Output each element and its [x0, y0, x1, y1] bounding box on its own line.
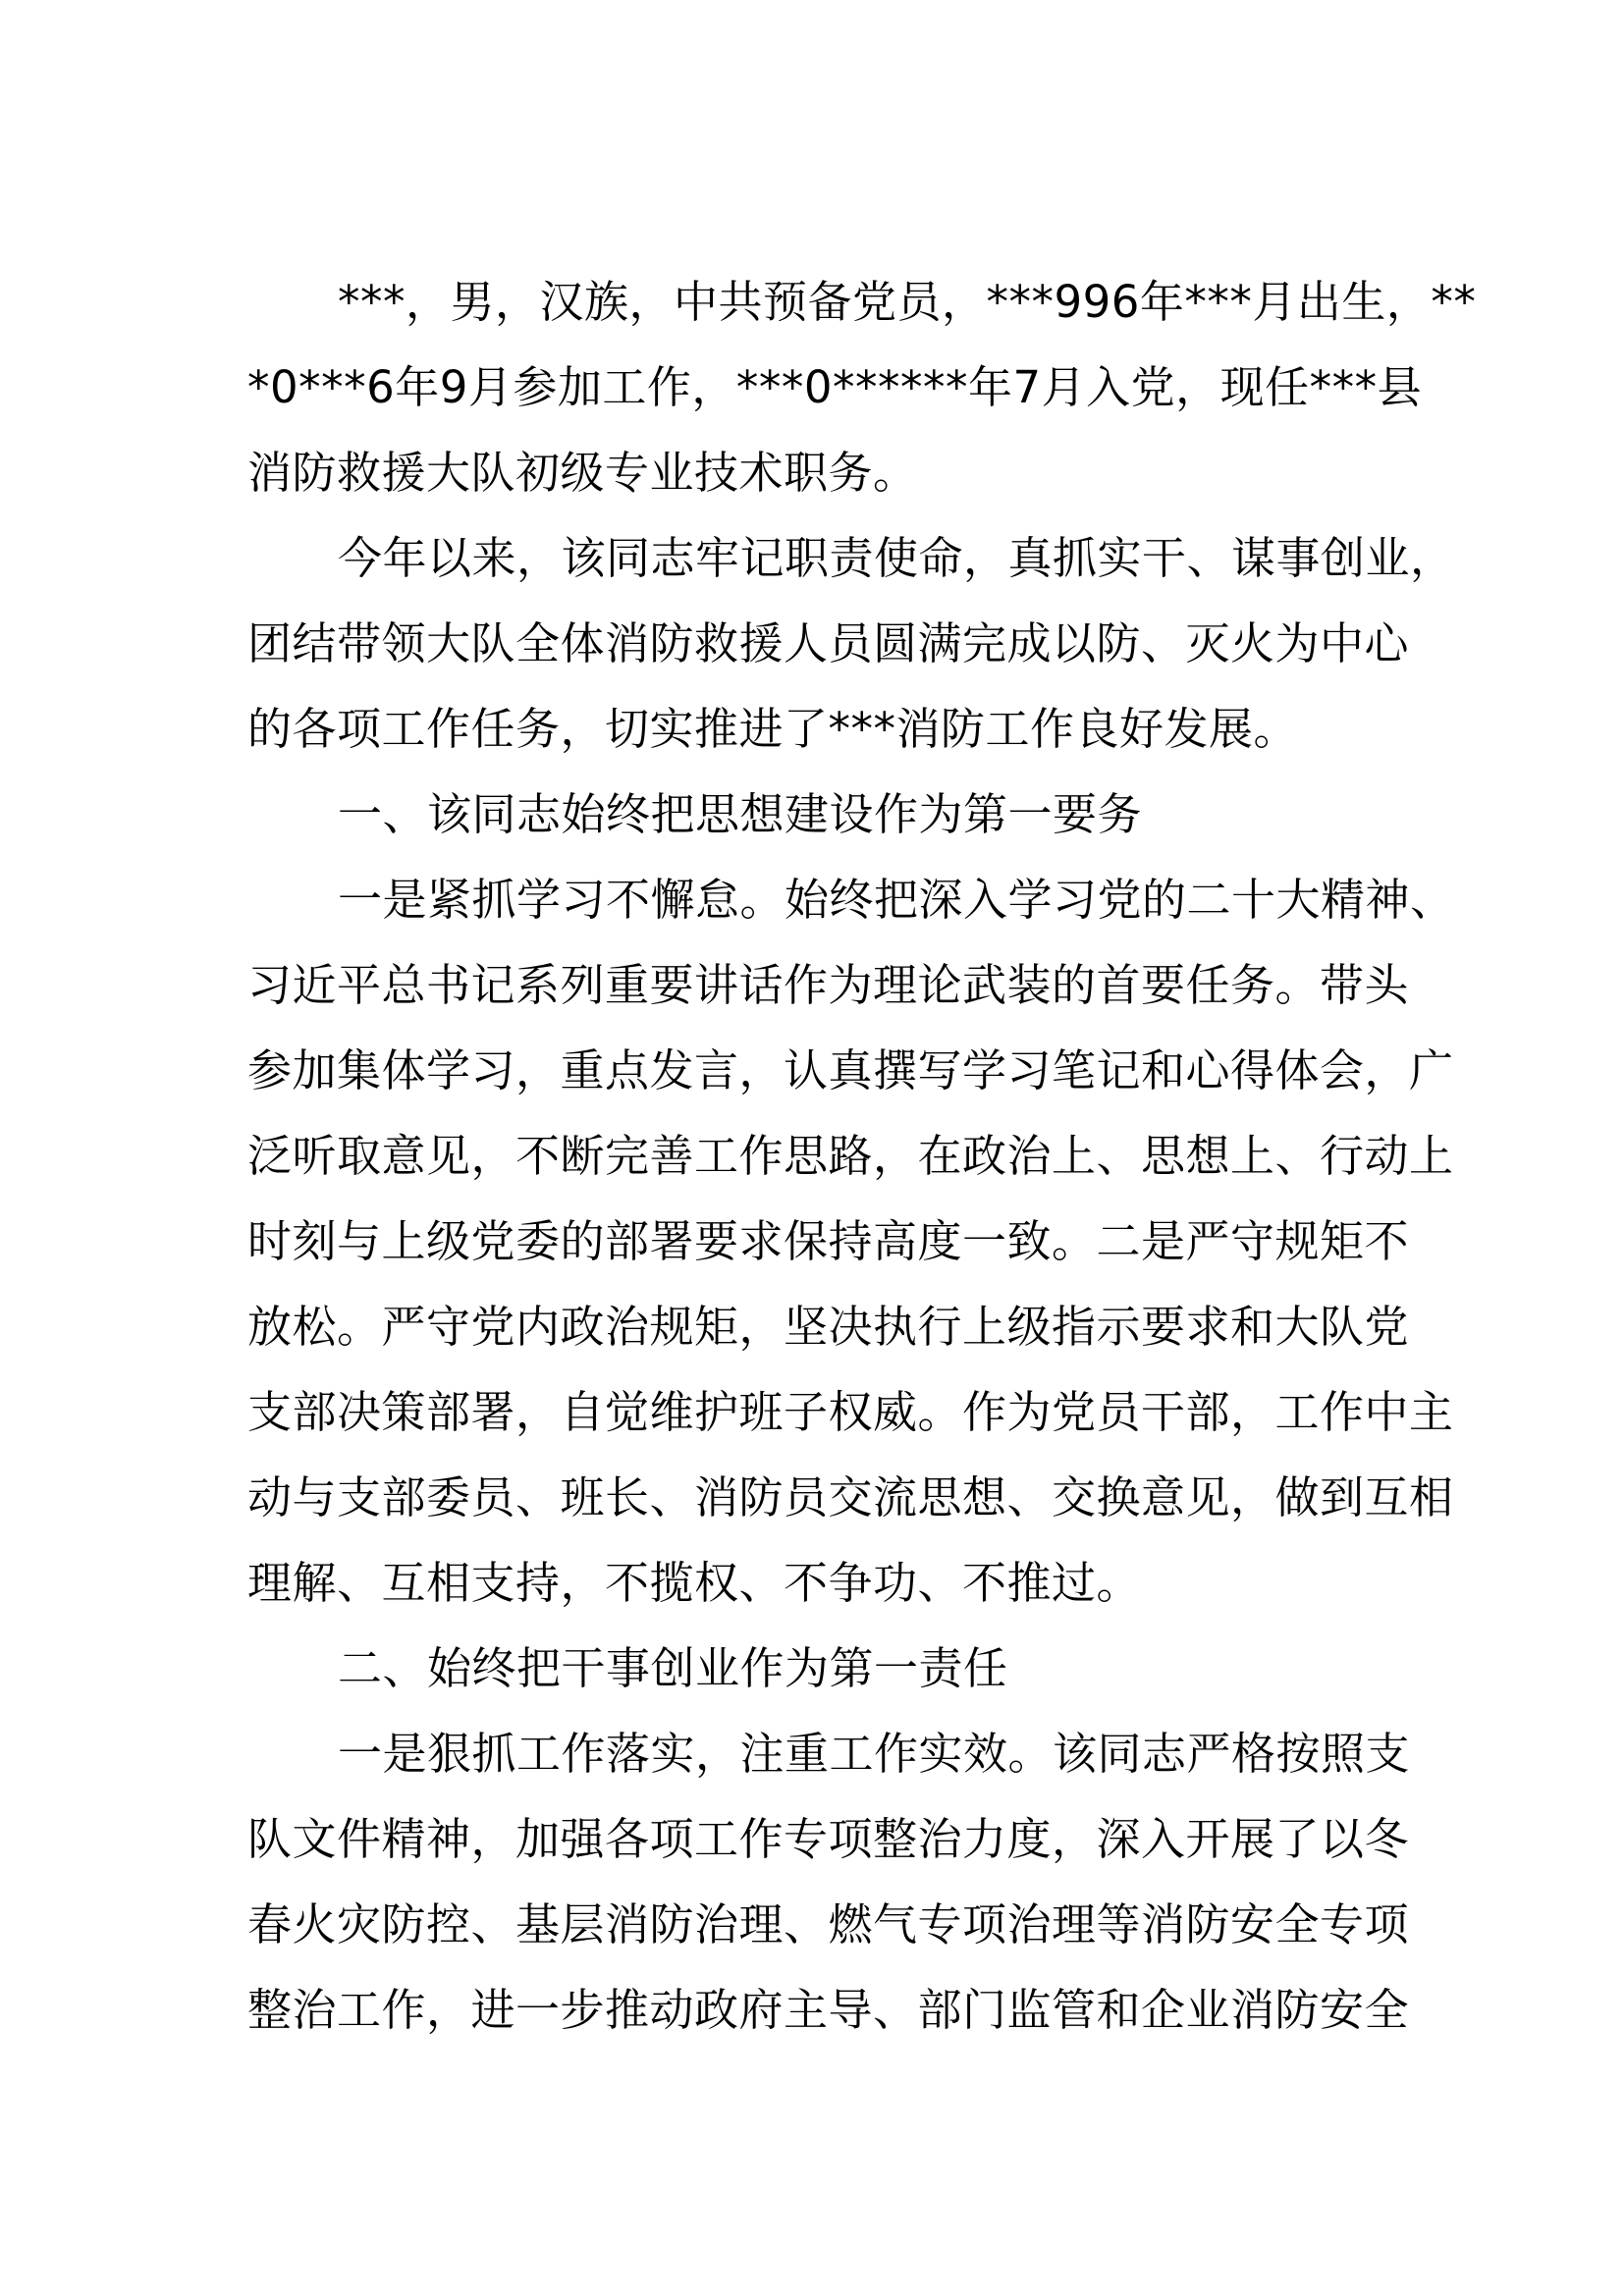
text-line: 今年以来，该同志牢记职责使命，真抓实干、谋事创业，: [338, 532, 1455, 584]
text-line: 团结带领大队全体消防救援人员圆满完成以防、灭火为中心: [247, 617, 1410, 669]
text-line: 一是紧抓学习不懈怠。始终把深入学习党的二十大精神、: [338, 874, 1455, 926]
text-line: 理解、互相支持，不揽权、不争功、不推过。: [247, 1557, 1142, 1609]
paragraph: [247, 772, 1396, 857]
text-line: 时刻与上级党委的部署要求保持高度一致。二是严守规矩不: [247, 1215, 1410, 1267]
paragraph: [247, 259, 1477, 515]
text-line: 春火灾防控、基层消防治理、燃气专项治理等消防安全专项: [247, 1898, 1410, 1950]
text-line: 二、始终把干事创业作为第一责任: [338, 1642, 1008, 1694]
text-line: 的各项工作任务，切实推进了***消防工作良好发展。: [247, 703, 1299, 755]
paragraph: [247, 1711, 1411, 2053]
text-line: 支部决策部署，自觉维护班子权威。作为党员干部，工作中主: [247, 1386, 1454, 1438]
text-line: 消防救援大队初级专业技术职务。: [247, 447, 918, 499]
text-line: 习近平总书记系列重要讲话作为理论武装的首要任务。带头: [247, 959, 1410, 1011]
text-line: 参加集体学习，重点发言，认真撰写学习笔记和心得体会，广: [247, 1044, 1454, 1096]
document-body: [247, 259, 1477, 2053]
text-line: 放松。严守党内政治规矩，坚决执行上级指示要求和大队党: [247, 1301, 1410, 1353]
paragraph: [247, 515, 1455, 772]
text-line: 一是狠抓工作落实，注重工作实效。该同志严格按照支: [338, 1728, 1411, 1780]
paragraph: [247, 857, 1455, 1626]
text-line: 动与支部委员、班长、消防员交流思想、交换意见，做到互相: [247, 1471, 1454, 1523]
paragraph: [247, 1626, 1396, 1711]
text-line: 泛听取意见，不断完善工作思路，在政治上、思想上、行动上: [247, 1130, 1454, 1182]
text-line: 一、该同志始终把思想建设作为第一要务: [338, 788, 1143, 840]
text-line: 整治工作，进一步推动政府主导、部门监管和企业消防安全: [247, 1984, 1410, 2036]
text-line: ***，男，汉族，中共预备党员，***996年***月出生，**: [338, 276, 1477, 328]
text-line: 队文件精神，加强各项工作专项整治力度，深入开展了以冬: [247, 1813, 1410, 1865]
text-line: *0***6年9月参加工作，***0******年7月入党，现任***县: [247, 361, 1423, 413]
